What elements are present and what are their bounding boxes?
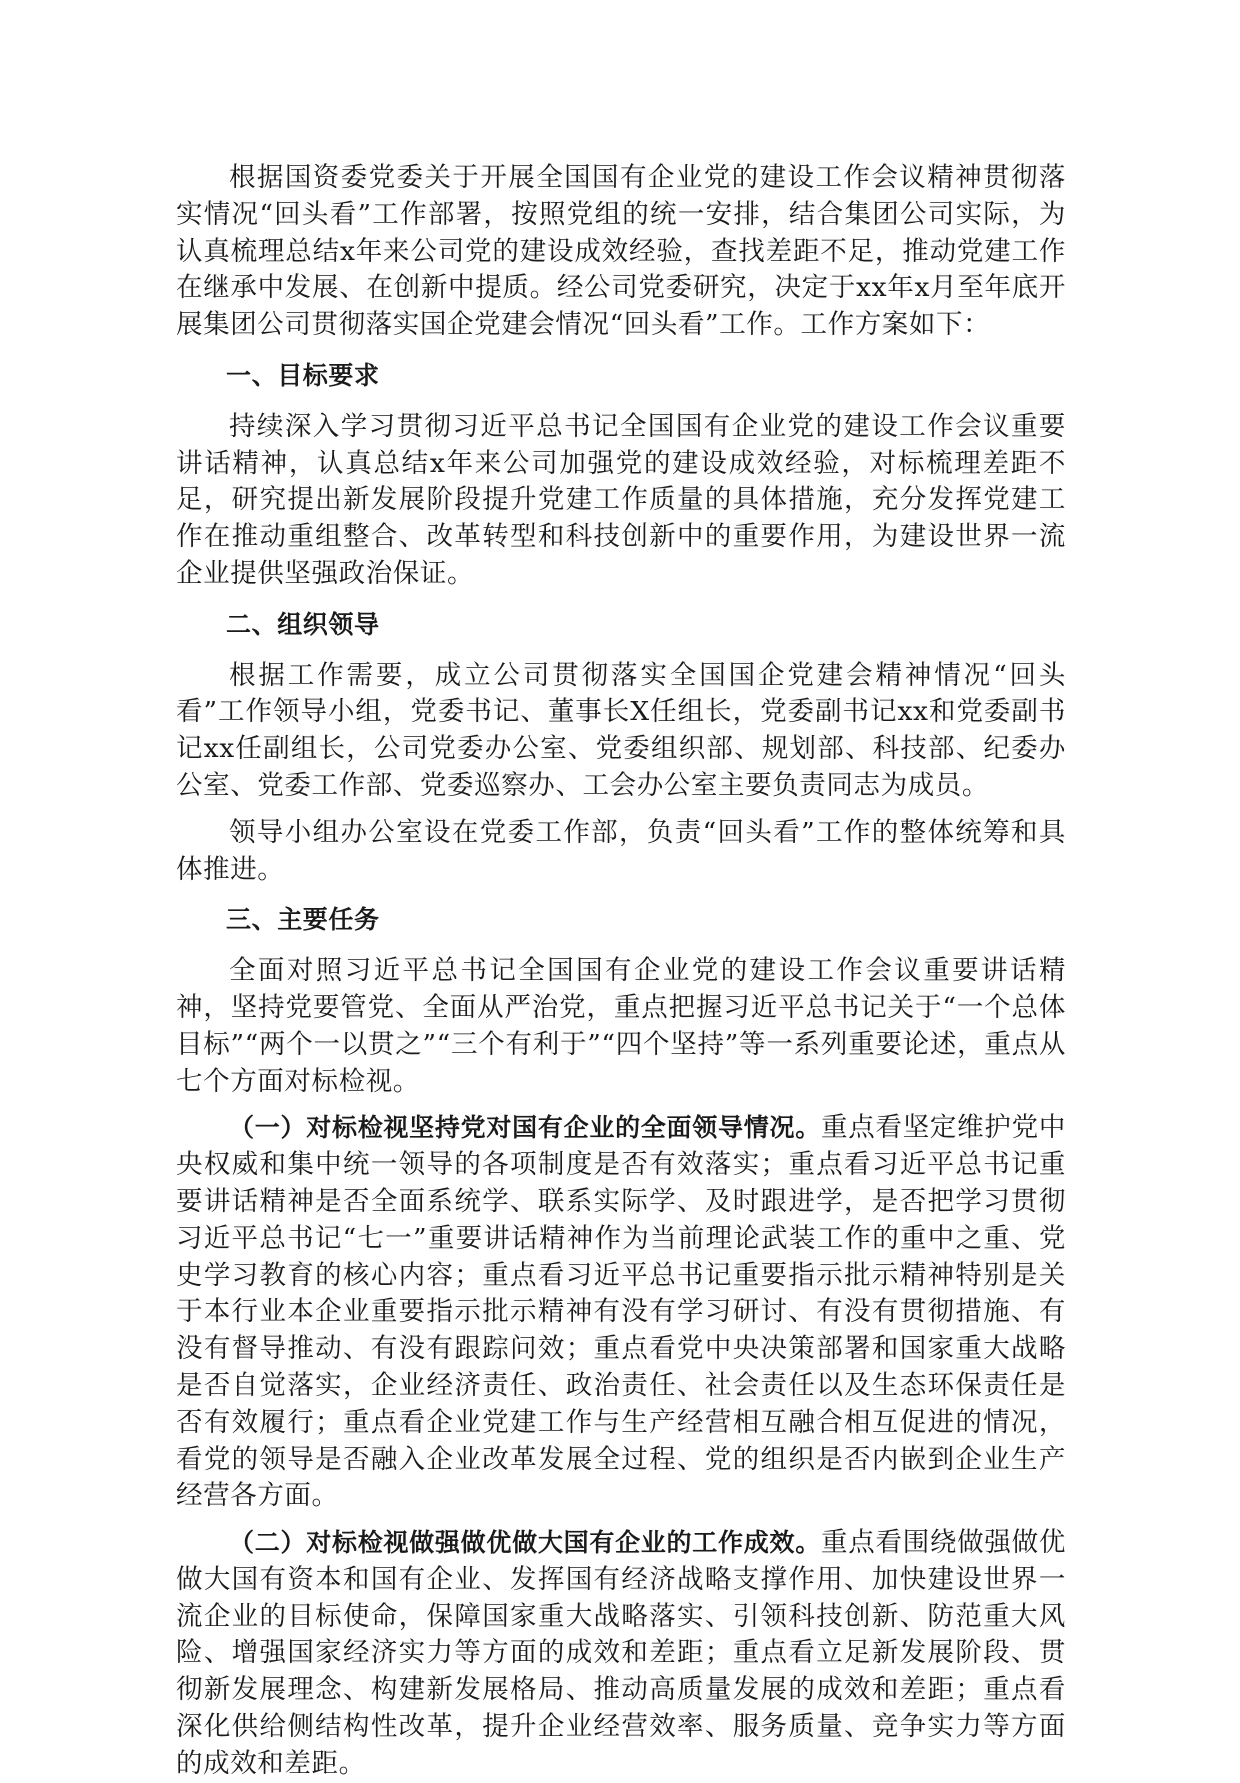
spacer [176,805,1066,815]
section-heading-goals: 一、目标要求 [226,360,380,390]
task-item-2-body: 重点看围绕做强做优做大国有资本和国有企业、发挥国有经济战略支撑作用、加快建设世界一流企业的目标使命，保障国家重大战略落实、引领科技创新、防范重大风险、增强国家经济实力等方面的成效和差距；重点看立足新发展阶段、贯彻新发展理念、构建新发展格局、推动高质量发展的成效和差距；重点看深化供给侧结构性改革，提升企业经营效率、服务质量、竞争实力等方面的成效和差距。 [176,1527,1066,1779]
spacer [176,644,1066,658]
spacer [176,395,1066,409]
document-page [176,160,1066,1783]
task-item-1-body: 重点看坚定维护党中央权威和集中统一领导的各项制度是否有效落实；重点看习近平总书记重要讲话精神是否全面系统学、联系实际学、及时跟进学，是否把学习贯彻习近平总书记“七一”重要讲话精神作为当前理论武装工作的重中之重、党史学习教育的核心内容；重点看习近平总书记重要指示批示精神特别是关于本行业本企业重要指示批示精神有没有学习研讨、有没有贯彻措施、有没有督导推动、有没有跟踪问效；重点看党中央决策部署和国家重大战略是否自觉落实，企业经济责任、政治责任、社会责任以及生态环保责任是否有效履行；重点看企业党建工作与生产经营相互融合相互促进的情况，看党的领导是否融入企业改革发展全过程、党的组织是否内嵌到企业生产经营各方面。 [176,1112,1066,1512]
spacer [176,344,1066,358]
intro-paragraph: 根据国资委党委关于开展全国国有企业党的建设工作会议精神贯彻落实情况“回头看”工作部署，按照党组的统一安排，结合集团公司实际，为认真梳理总结x年来公司党的建设成效经验，查找差距不足，推动党建工作在继承中发展、在创新中提质。经公司党委研究，决定于xx年x月至年底开展集团公司贯彻落实国企党建会情况“回头看”工作。工作方案如下： [176,162,1066,341]
spacer [176,1515,1066,1525]
spacer [176,1100,1066,1110]
section-heading-tasks: 三、主要任务 [226,905,380,935]
task-item-2 [176,1525,1066,1783]
spacer [176,939,1066,953]
goals-paragraph: 持续深入学习贯彻习近平总书记全国国有企业党的建设工作会议重要讲话精神，认真总结x年来公司加强党的建设成效经验，对标梳理差距不足，研究提出新发展阶段提升党建工作质量的具体措施，充分发挥党建工作在推动重组整合、改革转型和科技创新中的重要作用，为建设世界一流企业提供坚强政治保证。 [176,410,1066,589]
spacer [176,593,1066,607]
organization-paragraph-1: 根据工作需要，成立公司贯彻落实全国国企党建会精神情况“回头看”工作领导小组，党委书记、董事长X任组长，党委副书记xx和党委副书记xx任副组长，公司党委办公室、党委组织部、规划部、科技部、纪委办公室、党委工作部、党委巡察办、工会办公室主要负责同志为成员。 [176,659,1066,801]
section-heading-organization: 二、组织领导 [226,609,380,639]
task-item-1-title: （一）对标检视坚持党对国有企业的全面领导情况。 [229,1113,821,1143]
spacer [176,888,1066,902]
task-item-2-title: （二）对标检视做强做优做大国有企业的工作成效。 [229,1528,821,1558]
tasks-paragraph: 全面对照习近平总书记全国国有企业党的建设工作会议重要讲话精神，坚持党要管党、全面从严治党，重点把握习近平总书记关于“一个总体目标”“两个一以贯之”“三个有利于”“四个坚持”等一系列重要论述，重点从七个方面对标检视。 [176,955,1066,1097]
organization-paragraph-2: 领导小组办公室设在党委工作部，负责“回头看”工作的整体统筹和具体推进。 [176,816,1066,885]
task-item-1 [176,1110,1066,1515]
